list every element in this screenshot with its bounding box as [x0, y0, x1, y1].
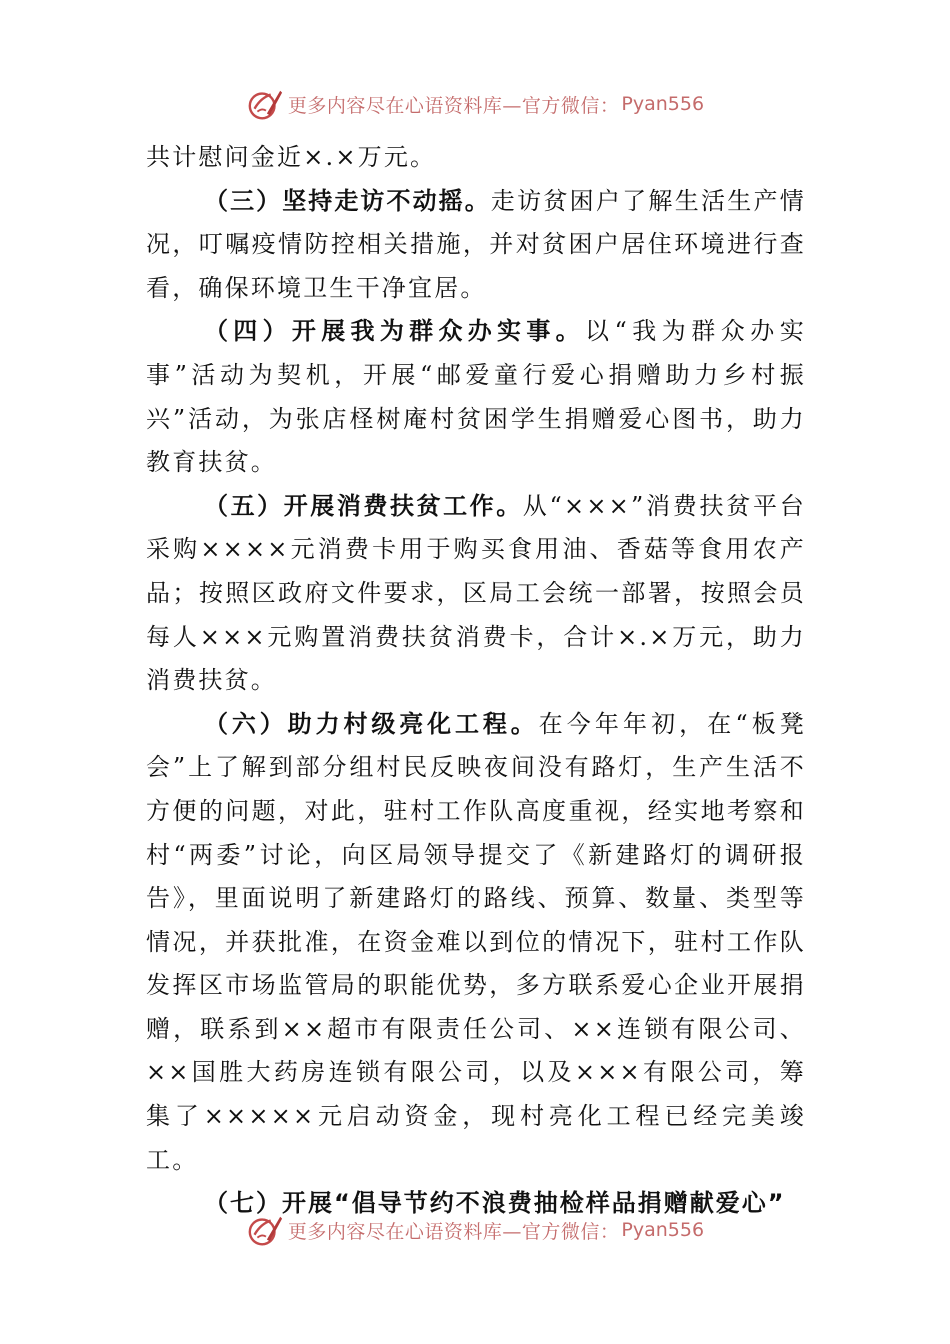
paragraph-consumption-aid	[146, 485, 806, 703]
watermark-wechat-id: Pyan556	[621, 1219, 705, 1241]
section-heading-4: （四）开展我为群众办实事。	[204, 317, 585, 346]
paragraph-text: 以“我为群众办实事”活动为契机，开展“邮爱童行爱心捐赠助力乡村振兴”活动，为张店柽树庵村贫困学生捐赠爱心图书，助力教育扶贫。	[146, 317, 806, 477]
paragraph-text: 从“×××”消费扶贫平台采购××××元消费卡用于购买食用油、香菇等食用农产品；按照区政府文件要求，区局工会统一部署，按照会员每人×××元购置消费扶贫消费卡，合计×.×万元，助力消费扶贫。	[146, 491, 806, 695]
section-heading-3: （三）坚持走访不动摇。	[204, 186, 491, 215]
watermark-wechat-id: Pyan556	[621, 93, 705, 115]
document-body	[146, 136, 806, 1226]
watermark-footer	[0, 1210, 950, 1250]
section-heading-5: （五）开展消费扶贫工作。	[204, 491, 523, 520]
paragraph-practical-matters	[146, 310, 806, 484]
paragraph-visits	[146, 180, 806, 311]
paragraph-text: 共计慰问金近×.×万元。	[146, 143, 437, 171]
watermark-text: 更多内容尽在心语资料库—官方微信：	[287, 1220, 620, 1243]
paragraph-text: 在今年年初，在“板凳会”上了解到部分组村民反映夜间没有路灯，生产生活不方便的问题，对此，驻村工作队高度重视，经实地考察和村“两委”讨论，向区局领导提交了《新建路灯的调研报告》，里面说明了新建路灯的路线、预算、数量、类型等情况，并获批准，在资金难以到位的情况下，驻村工作队发挥区市场监管局的职能优势，多方联系爱心企业开展捐赠，联系到××超市有限责任公司、××连锁有限公司、××国胜大药房连锁有限公司，以及×××有限公司，筹集了×××××元启动资金，现村亮化工程已经完美竣工。	[146, 709, 806, 1174]
paragraph-continuation	[146, 136, 806, 180]
pen-logo-icon	[246, 1211, 284, 1249]
section-heading-7: （七）开展“倡导节约不浪费抽检样品捐赠献爱心”	[204, 1189, 786, 1218]
section-heading-6: （六）助力村级亮化工程。	[204, 709, 539, 738]
paragraph-text: 走访贫困户了解生活生产情况，叮嘱疫情防控相关措施，并对贫困户居住环境进行查看，确保环境卫生干净宜居。	[146, 186, 806, 302]
pen-logo-icon	[246, 85, 284, 123]
watermark-text: 更多内容尽在心语资料库—官方微信：	[287, 94, 620, 117]
watermark-header	[0, 84, 950, 124]
paragraph-lighting-project	[146, 703, 806, 1183]
